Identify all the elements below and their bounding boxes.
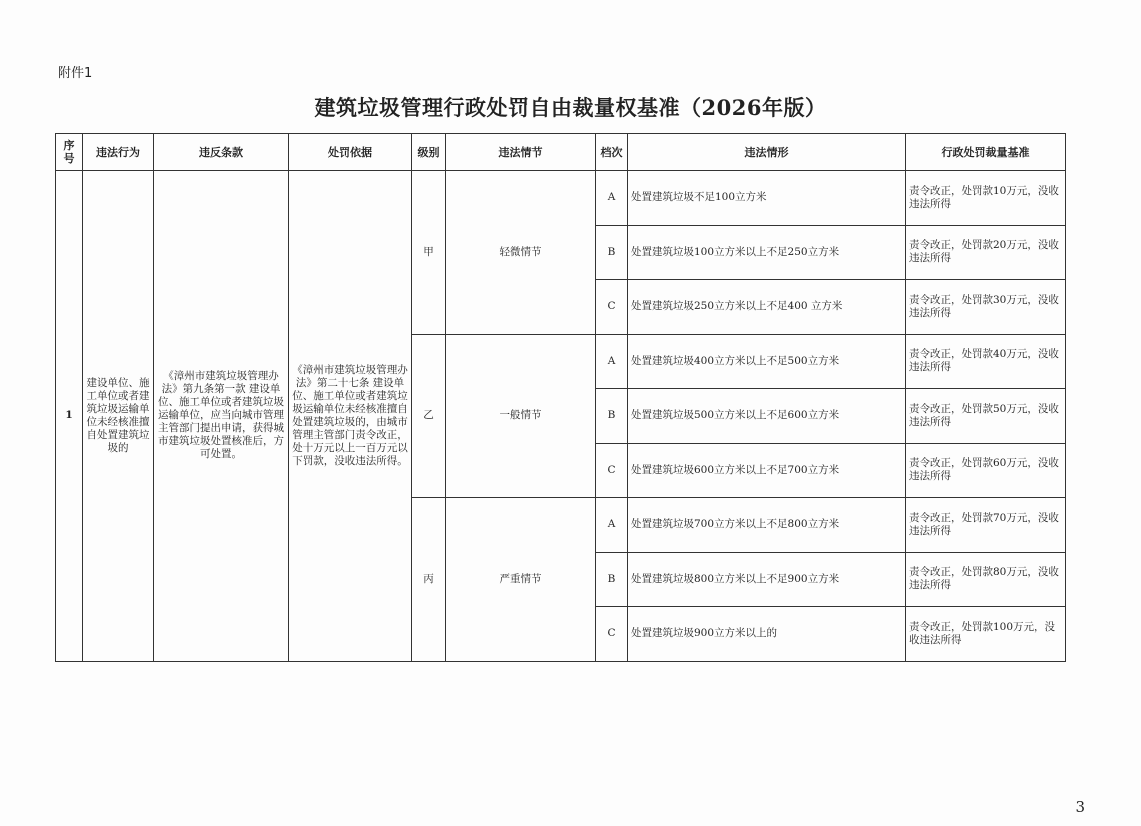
penalty-standard: 责令改正，处罚款100万元，没收违法所得 <box>906 607 1066 662</box>
document-title: 建筑垃圾管理行政处罚自由裁量权基准（2026年版） <box>314 95 827 120</box>
tier: C <box>596 280 628 335</box>
column-header: 违反条款 <box>154 134 289 171</box>
level: 乙 <box>412 334 446 498</box>
column-header: 行政处罚裁量基准 <box>906 134 1066 171</box>
penalty-standard-table <box>55 133 1066 662</box>
violation-case: 处置建筑垃圾800立方米以上不足900立方米 <box>628 552 906 607</box>
entry-number: 1 <box>56 171 83 662</box>
penalty-standard: 责令改正，处罚款10万元，没收违法所得 <box>906 171 1066 226</box>
attachment-label: 附件1 <box>58 66 93 81</box>
column-header: 违法情节 <box>446 134 596 171</box>
violation-plot: 严重情节 <box>446 498 596 662</box>
column-header: 处罚依据 <box>289 134 412 171</box>
violation-case: 处置建筑垃圾400立方米以上不足500立方米 <box>628 334 906 389</box>
violation-behavior: 建设单位、施工单位或者建筑垃圾运输单位未经核准擅自处置建筑垃圾的 <box>83 171 154 662</box>
violation-case: 处置建筑垃圾100立方米以上不足250立方米 <box>628 225 906 280</box>
table-row <box>56 171 1066 226</box>
violation-case: 处置建筑垃圾500立方米以上不足600立方米 <box>628 389 906 444</box>
penalty-standard: 责令改正，处罚款40万元，没收违法所得 <box>906 334 1066 389</box>
penalty-standard: 责令改正，处罚款50万元，没收违法所得 <box>906 389 1066 444</box>
column-header: 违法行为 <box>83 134 154 171</box>
level: 甲 <box>412 171 446 335</box>
column-header: 级别 <box>412 134 446 171</box>
violation-case: 处置建筑垃圾不足100立方米 <box>628 171 906 226</box>
violation-case: 处置建筑垃圾700立方米以上不足800立方米 <box>628 498 906 553</box>
table-header-row <box>56 134 1066 171</box>
violation-case: 处置建筑垃圾600立方米以上不足700立方米 <box>628 443 906 498</box>
penalty-standard: 责令改正，处罚款70万元，没收违法所得 <box>906 498 1066 553</box>
tier: A <box>596 334 628 389</box>
violated-clause: 《漳州市建筑垃圾管理办法》第九条第一款 建设单位、施工单位或者建筑垃圾运输单位，应当向城市管理主管部门提出申请，获得城市建筑垃圾处置核准后，方可处置。 <box>154 171 289 662</box>
page-number: 3 <box>1075 798 1085 816</box>
tier: A <box>596 498 628 553</box>
tier: C <box>596 443 628 498</box>
tier: A <box>596 171 628 226</box>
penalty-basis: 《漳州市建筑垃圾管理办法》第二十七条 建设单位、施工单位或者建筑垃圾运输单位未经核准擅自处置建筑垃圾的，由城市管理主管部门责令改正，处十万元以上一百万元以下罚款，没收违法所得。 <box>289 171 412 662</box>
penalty-standard: 责令改正，处罚款80万元，没收违法所得 <box>906 552 1066 607</box>
violation-case: 处置建筑垃圾250立方米以上不足400 立方米 <box>628 280 906 335</box>
violation-case: 处置建筑垃圾900立方米以上的 <box>628 607 906 662</box>
column-header: 序号 <box>56 134 83 171</box>
tier: B <box>596 552 628 607</box>
tier: C <box>596 607 628 662</box>
level: 丙 <box>412 498 446 662</box>
penalty-standard: 责令改正，处罚款60万元，没收违法所得 <box>906 443 1066 498</box>
tier: B <box>596 225 628 280</box>
violation-plot: 轻微情节 <box>446 171 596 335</box>
tier: B <box>596 389 628 444</box>
penalty-standard: 责令改正，处罚款20万元，没收违法所得 <box>906 225 1066 280</box>
violation-plot: 一般情节 <box>446 334 596 498</box>
penalty-standard: 责令改正，处罚款30万元，没收违法所得 <box>906 280 1066 335</box>
column-header: 档次 <box>596 134 628 171</box>
column-header: 违法情形 <box>628 134 906 171</box>
